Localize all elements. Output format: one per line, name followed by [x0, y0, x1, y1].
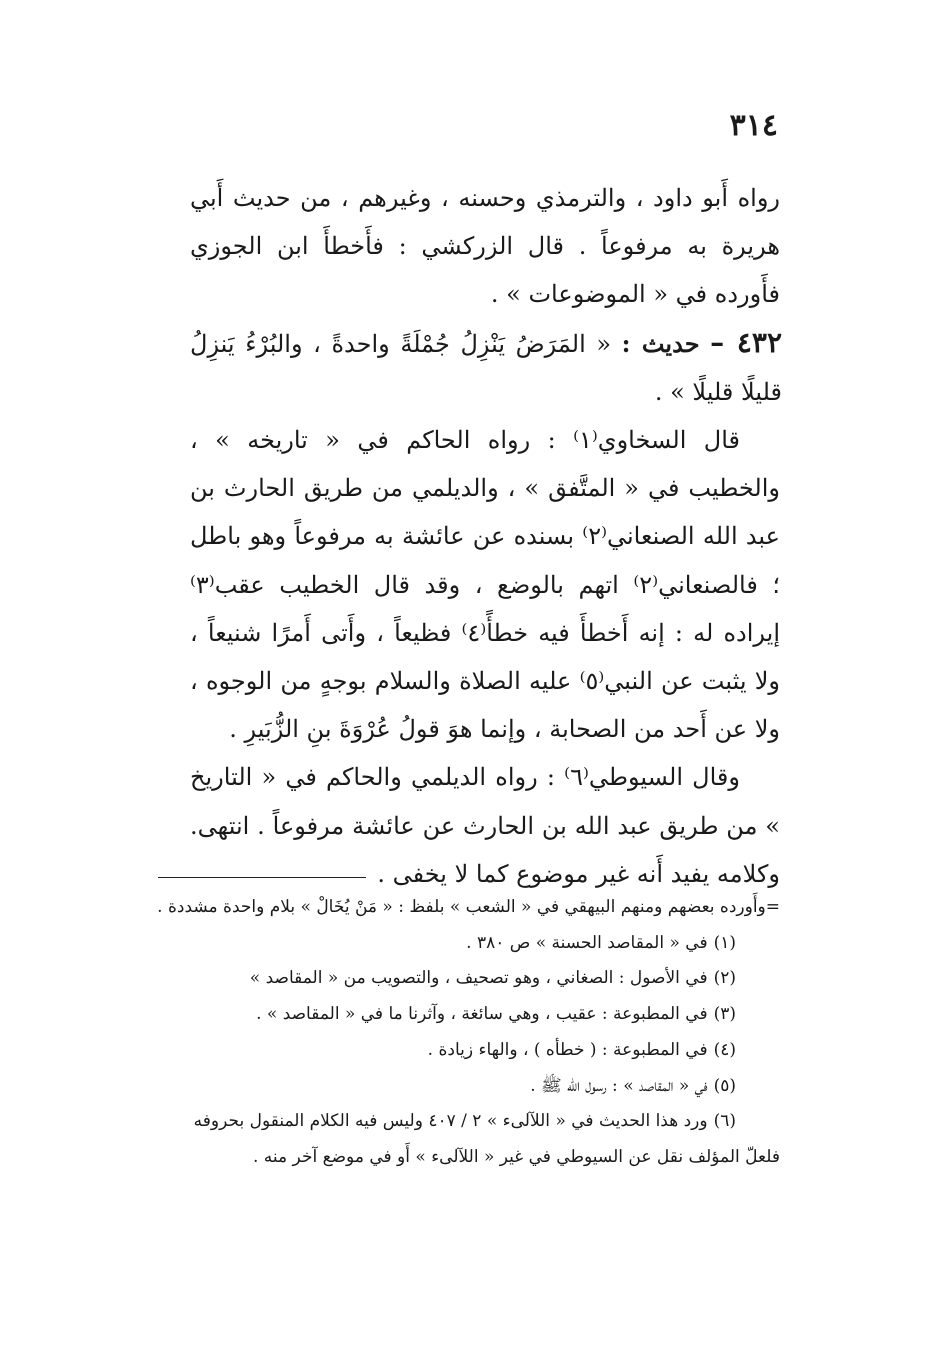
- footnote-3: [150, 997, 780, 1033]
- footnote-number: (٥): [713, 1075, 736, 1096]
- footnote-1: [150, 926, 780, 962]
- footnote-text: في المطبوعة : ( خطأه ) ، والهاء زيادة .: [427, 1039, 708, 1060]
- footnote-text: في الأصول : الصغاني ، وهو تصحيف ، والتصويب من « المقاصد »: [249, 968, 708, 989]
- hadith-text: « المَرَضُ يَنْزِلُ جُمْلَةً واحدةً ، والبُرْءُ يَنزِلُ قليلًا قليلًا » .: [190, 329, 782, 406]
- footnote-6: [150, 1104, 780, 1140]
- footnote-number: (١): [713, 932, 736, 953]
- footnotes: [150, 890, 780, 1176]
- footnote-number: (٦): [713, 1111, 736, 1132]
- footnote-text: ورد هذا الحديث في « اللآلىء » ٢ / ٤٠٧ وليس فيه الكلام المنقول بحروفه: [193, 1111, 708, 1132]
- footnote-text: في المطبوعة : عقيب ، وهي سائغة ، وآثرنا ما في « المقاصد » .: [256, 1004, 708, 1025]
- hadith-keyword: حديث :: [621, 328, 700, 358]
- footnote-divider: [158, 877, 366, 878]
- hadith-heading: [190, 319, 782, 416]
- footnote-continuation: =وأَورده بعضهم ومنهم البيهقي في « الشعب » بلفظ : « مَنْ يُخَالْ » بلام واحدة مشددة .: [157, 897, 780, 917]
- footnote-number: (٢): [713, 968, 736, 989]
- footnote-4: [150, 1033, 780, 1069]
- paragraph-intro: رواه أَبو داود ، والترمذي وحسنه ، وغيرهم ، من حديث أَبي هريرة به مرفوعاً . قال الزركشي : فأَخطأَ ابن الجوزي فأَورده في « الموضوعات » .: [190, 184, 780, 309]
- main-text: [190, 174, 780, 898]
- footnote-text: في « المقاصد الحسنة » ص ٣٨٠ .: [466, 932, 708, 953]
- footnote-6-continuation: فلعلّ المؤلف نقل عن السيوطي في غير « اللآلىء » أَو في موضع آخر منه .: [253, 1146, 780, 1167]
- paragraph-sakhawi: قال السخاوي⁽١⁾ : رواه الحاكم في « تاريخه » ، والخطيب في « المتَّفق » ، والديلمي من طريق الحارث بن عبد الله الصنعاني⁽٢⁾ بسنده عن عائشة به مرفوعاً وهو باطل ؛ فالصنعاني⁽٢⁾ اتهم بالوضع ، وقد قال الخطيب عقب⁽٣⁾ إيراده له : إنه أَخطأَ فيه خطأً⁽٤⁾ فظيعاً ، وأَتى أَمرًا شنيعاً ، ولا يثبت عن النبي⁽٥⁾ عليه الصلاة والسلام بوجهٍ من الوجوه ، ولا عن أَحد من الصحابة ، وإنما هوَ قولُ عُرْوَةَ بنِ الزُّبَيرِ .: [190, 426, 781, 744]
- footnote-text: في « المقاصد » : رسول الله ﷺ .: [530, 1075, 708, 1096]
- footnote-number: (٣): [713, 1004, 736, 1025]
- paragraph-suyuti: وقال السيوطي⁽٦⁾ : رواه الديلمي والحاكم في « التاريخ » من طريق عبد الله بن الحارث عن عائشة مرفوعاً . انتهى. وكلامه يفيد أَنه غير موضوع كما لا يخفى .: [190, 763, 780, 888]
- footnote-5: [150, 1069, 780, 1105]
- footnote-number: (٤): [713, 1039, 736, 1060]
- hadith-number: ٤٣٢ –: [710, 325, 782, 359]
- footnote-2: [150, 961, 780, 997]
- page-number: ٣١٤: [729, 108, 778, 143]
